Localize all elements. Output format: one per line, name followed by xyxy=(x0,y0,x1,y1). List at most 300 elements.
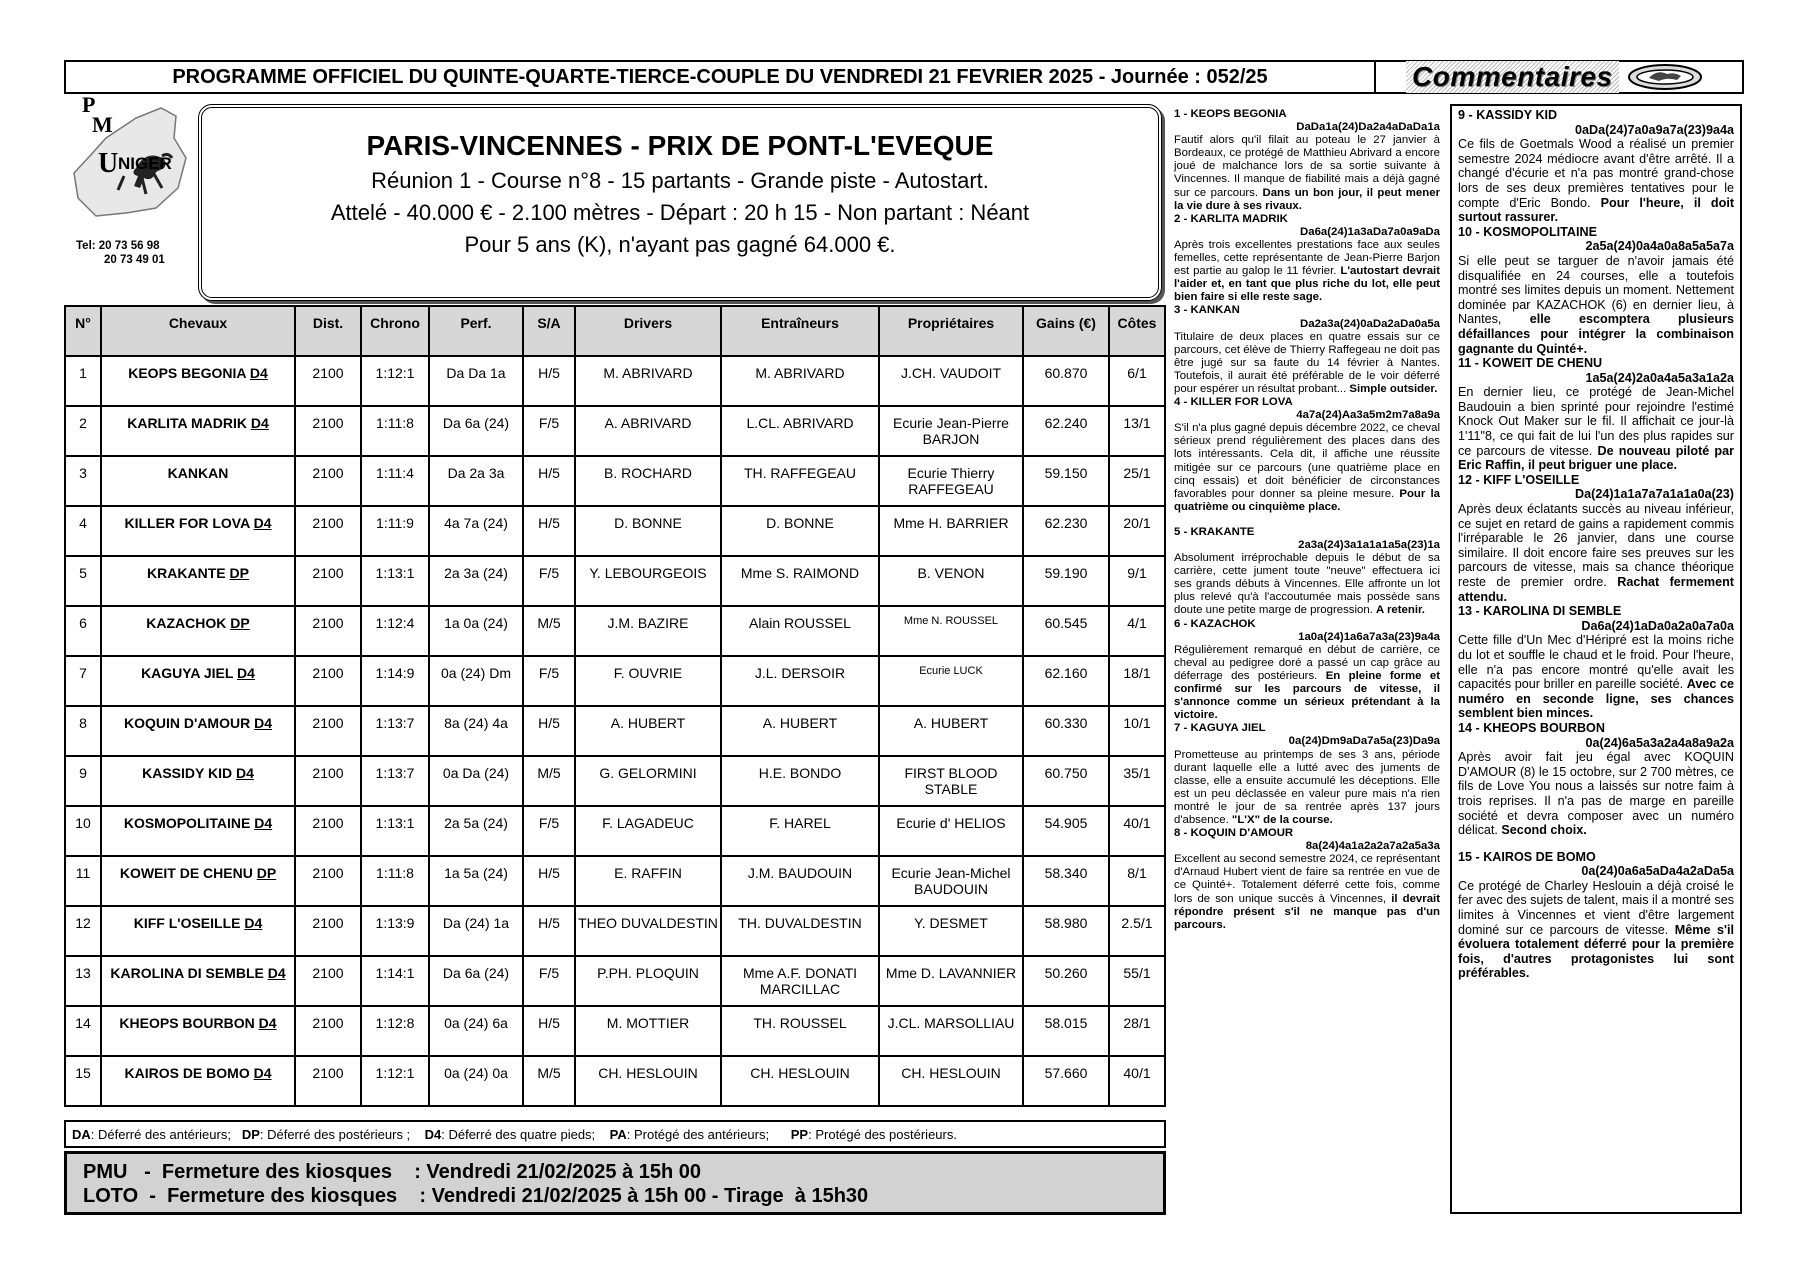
comment-verdict: A retenir. xyxy=(1376,604,1425,617)
cell-owner: A. HUBERT xyxy=(879,706,1023,756)
col-header-distance: Dist. xyxy=(295,306,361,356)
comment-music: 0a(24)0a6a5aDa4a2aDa5a xyxy=(1581,864,1734,879)
comments-column-2 xyxy=(1450,104,1742,1214)
comment-body: Titulaire de deux places en quatre essais sur ce parcours, cet élève de Thierry Raffegeau ne doit pas être jugé sur sa faute du 14 février à Nantes. Toutefois, il aurait été préférable de le voir déferré pour espérer un résultat probant... xyxy=(1174,330,1440,395)
cell-chrono: 1:13:7 xyxy=(361,706,429,756)
comment-body: Ce fils de Goetmals Wood a réalisé un premier semestre 2024 médiocre avant d'être arrêté. Il a changé d'écurie et n'a pas montré grand-chose lors de ses deux premières tentatives pour le compte d'Eric Bondo. xyxy=(1458,137,1734,210)
cell-owner: Y. DESMET xyxy=(879,906,1023,956)
comment-horse-title: 6 - KAZACHOK xyxy=(1174,617,1256,630)
table-row xyxy=(65,456,1165,506)
cell-chrono: 1:12:4 xyxy=(361,606,429,656)
legend-pp-code: PP xyxy=(790,1126,809,1142)
comment-text xyxy=(1174,749,1440,828)
cell-owner: Ecurie Jean-Michel BAUDOUIN xyxy=(879,856,1023,906)
comment-verdict: De nouveau piloté par Eric Raffin, il peut briguer une place. xyxy=(1458,443,1735,473)
comment-horse-title: 11 - KOWEIT DE CHENU xyxy=(1458,356,1603,371)
comment-horse-title: 14 - KHEOPS BOURBON xyxy=(1458,720,1605,735)
comment-text xyxy=(1458,750,1734,838)
cell-perf: 8a (24) 4a xyxy=(429,706,523,756)
cell-perf: 0a (24) 0a xyxy=(429,1056,523,1106)
cell-horse xyxy=(101,1056,295,1106)
comment-horse-title: 5 - KRAKANTE xyxy=(1174,525,1255,538)
cell-owner: Mme H. BARRIER xyxy=(879,506,1023,556)
comment-body: Après trois excellentes prestations face aux seules femelles, cette représentante de Jean-Pierre Barjon est partie au galop le 11 février. xyxy=(1174,238,1440,278)
comment-text xyxy=(1174,644,1440,723)
cell-number: 3 xyxy=(65,456,101,506)
cell-horse xyxy=(101,756,295,806)
comment-horse-title: 4 - KILLER FOR LOVA xyxy=(1174,396,1293,409)
horse-name: KAGUYA JIEL xyxy=(141,665,234,681)
comment-music: Da6a(24)1aDa0a2a0a7a0a xyxy=(1581,618,1734,633)
shoeing-code: D4 xyxy=(253,515,272,531)
shoeing-code: DP xyxy=(230,615,250,631)
cell-perf: 1a 0a (24) xyxy=(429,606,523,656)
cell-distance: 2100 xyxy=(295,856,361,906)
cell-odds: 40/1 xyxy=(1109,1056,1165,1106)
race-title: PARIS-VINCENNES - PRIX DE PONT-L'EVEQUE xyxy=(366,130,994,161)
comment-body: Ce protégé de Charley Heslouin a déjà croisé le fer avec des sujets de talent, mais il a montré ses limites à Vincennes et vient d'être largement dominé sur ce parcours de vitesse. xyxy=(1458,878,1734,937)
cell-trainer: TH. ROUSSEL xyxy=(721,1006,879,1056)
comment-text xyxy=(1458,502,1734,604)
cell-sex-age: H/5 xyxy=(523,906,575,956)
col-header-drivers: Drivers xyxy=(575,306,721,356)
table-row xyxy=(65,606,1165,656)
cell-driver: F. LAGADEUC xyxy=(575,806,721,856)
cell-trainer: J.L. DERSOIR xyxy=(721,656,879,706)
cell-odds: 18/1 xyxy=(1109,656,1165,706)
comment-text xyxy=(1174,853,1440,932)
cell-trainer: Mme A.F. DONATI MARCILLAC xyxy=(721,956,879,1006)
comment-block xyxy=(1174,722,1440,827)
cell-perf: Da 2a 3a xyxy=(429,456,523,506)
table-row xyxy=(65,406,1165,456)
cell-trainer: F. HAREL xyxy=(721,806,879,856)
comment-horse-title: 3 - KANKAN xyxy=(1174,304,1240,317)
cell-gains: 57.660 xyxy=(1023,1056,1109,1106)
comment-horse-title: 9 - KASSIDY KID xyxy=(1458,108,1558,122)
cell-odds: 28/1 xyxy=(1109,1006,1165,1056)
comment-block xyxy=(1174,618,1440,723)
comment-body: En dernier lieu, ce protégé de Jean-Michel Baudouin a bien sprinté pour rejoindre l'estimé Knock Out Maker sur le fil. Il affichait ce jour-là 1'11"8, ce qui fait de lui l'un des plus rapides sur ce parcours de vitesse. xyxy=(1458,385,1734,458)
comment-verdict: Pour la quatrième ou cinquième place. xyxy=(1174,487,1440,513)
cell-chrono: 1:11:9 xyxy=(361,506,429,556)
cell-number: 10 xyxy=(65,806,101,856)
program-title: PROGRAMME OFFICIEL DU QUINTE-QUARTE-TIERCE-COUPLE DU VENDREDI 21 FEVRIER 2025 - Journée : 052/25 xyxy=(172,65,1268,88)
cell-perf: Da Da 1a xyxy=(429,356,523,406)
cell-gains: 54.905 xyxy=(1023,806,1109,856)
cell-driver: THEO DUVALDESTIN xyxy=(575,906,721,956)
horse-name: KAZACHOK xyxy=(146,615,227,631)
table-row xyxy=(65,506,1165,556)
cell-odds: 2.5/1 xyxy=(1109,906,1165,956)
cell-sex-age: M/5 xyxy=(523,606,575,656)
legend-d4-code: D4 xyxy=(424,1126,442,1142)
cell-owner: Ecurie LUCK xyxy=(879,656,1023,706)
cell-owner: J.CH. VAUDOIT xyxy=(879,356,1023,406)
table-header-row xyxy=(65,306,1165,356)
program-title-bar xyxy=(64,60,1376,94)
closing-times-box xyxy=(64,1151,1166,1215)
table-row xyxy=(65,1056,1165,1106)
cell-trainer: TH. RAFFEGEAU xyxy=(721,456,879,506)
comment-body: Prometteuse au printemps de ses 3 ans, période durant laquelle elle a lutté avec des juments de classe, elle a ensuite accumulé les déceptions. Elle est un peu déclassée en valeur pure mais n'a rien montré le jour de sa rentrée après 137 jours d'absence. xyxy=(1174,748,1440,826)
cell-number: 6 xyxy=(65,606,101,656)
cell-trainer: D. BONNE xyxy=(721,506,879,556)
comment-verdict: Pour l'heure, il doit surtout rassurer. xyxy=(1458,195,1735,225)
cell-sex-age: H/5 xyxy=(523,1006,575,1056)
cell-odds: 55/1 xyxy=(1109,956,1165,1006)
cell-horse xyxy=(101,706,295,756)
cell-odds: 20/1 xyxy=(1109,506,1165,556)
cell-distance: 2100 xyxy=(295,406,361,456)
comment-horse-title: 2 - KARLITA MADRIK xyxy=(1174,212,1288,225)
cell-owner: CH. HESLOUIN xyxy=(879,1056,1023,1106)
cell-owner: Ecurie d' HELIOS xyxy=(879,806,1023,856)
shoeing-code: D4 xyxy=(254,715,272,731)
cell-chrono: 1:13:1 xyxy=(361,806,429,856)
comment-body: Fautif alors qu'il filait au poteau le 27 janvier à Bordeaux, ce protégé de Matthieu Abrivard a encore joué de malchance lors de sa sortie suivante à Vincennes. Il manque de fiabilité mais a déjà gagné sur ce parcours. xyxy=(1174,134,1440,199)
shoeing-code: D4 xyxy=(244,915,263,931)
table-row xyxy=(65,856,1165,906)
comment-text xyxy=(1458,385,1734,473)
cell-chrono: 1:12:1 xyxy=(361,356,429,406)
cell-gains: 60.750 xyxy=(1023,756,1109,806)
col-header-number: N° xyxy=(65,306,101,356)
cell-odds: 8/1 xyxy=(1109,856,1165,906)
cell-owner: Ecurie Thierry RAFFEGEAU xyxy=(879,456,1023,506)
cell-horse xyxy=(101,1006,295,1056)
cell-trainer: A. HUBERT xyxy=(721,706,879,756)
cell-perf: Da (24) 1a xyxy=(429,906,523,956)
cell-number: 2 xyxy=(65,406,101,456)
col-header-owners: Propriétaires xyxy=(879,306,1023,356)
cell-distance: 2100 xyxy=(295,756,361,806)
legend-dp-text: : Déferré des postérieurs ; xyxy=(259,1126,411,1142)
comment-music: Da6a(24)1a3aDa7a0a9aDa xyxy=(1300,225,1440,238)
cell-odds: 10/1 xyxy=(1109,706,1165,756)
comment-music: 0a(24)6a5a3a2a4a8a9a2a xyxy=(1585,735,1734,750)
cell-chrono: 1:11:8 xyxy=(361,856,429,906)
cell-sex-age: F/5 xyxy=(523,806,575,856)
cell-horse xyxy=(101,806,295,856)
cell-chrono: 1:13:9 xyxy=(361,906,429,956)
cell-perf: Da 6a (24) xyxy=(429,956,523,1006)
cell-trainer: M. ABRIVARD xyxy=(721,356,879,406)
comment-music: 4a7a(24)Aa3a5m2m7a8a9a xyxy=(1296,409,1440,422)
shoeing-code: D4 xyxy=(267,965,286,981)
cell-trainer: TH. DUVALDESTIN xyxy=(721,906,879,956)
comments-header xyxy=(1374,60,1744,94)
cell-distance: 2100 xyxy=(295,556,361,606)
comment-block xyxy=(1174,213,1440,305)
cell-number: 9 xyxy=(65,756,101,806)
cell-number: 8 xyxy=(65,706,101,756)
cell-horse xyxy=(101,656,295,706)
comment-horse-title: 8 - KOQUIN D'AMOUR xyxy=(1174,827,1294,840)
comment-text xyxy=(1174,552,1440,617)
cell-owner: B. VENON xyxy=(879,556,1023,606)
cell-distance: 2100 xyxy=(295,656,361,706)
comment-block xyxy=(1458,225,1734,356)
comment-music: 1a5a(24)2a0a4a5a3a1a2a xyxy=(1585,370,1734,385)
comment-verdict: L'autostart devrait l'aider et, en tant que plus riche du lot, elle peut bien faire si elle reste sage. xyxy=(1174,265,1441,304)
horse-name: KARLITA MADRIK xyxy=(127,415,247,431)
shoeing-code: D4 xyxy=(258,1015,277,1031)
cell-sex-age: H/5 xyxy=(523,456,575,506)
cell-chrono: 1:12:8 xyxy=(361,1006,429,1056)
comment-block xyxy=(1174,304,1440,396)
cell-horse xyxy=(101,456,295,506)
col-header-chrono: Chrono xyxy=(361,306,429,356)
cell-chrono: 1:11:8 xyxy=(361,406,429,456)
horse-name: KHEOPS BOURBON xyxy=(119,1015,255,1031)
cell-chrono: 1:11:4 xyxy=(361,456,429,506)
horse-name: KANKAN xyxy=(167,465,229,481)
cell-number: 4 xyxy=(65,506,101,556)
cell-distance: 2100 xyxy=(295,806,361,856)
comment-block xyxy=(1174,526,1440,618)
cell-sex-age: M/5 xyxy=(523,756,575,806)
cell-gains: 59.190 xyxy=(1023,556,1109,606)
comment-text xyxy=(1458,633,1734,721)
comment-verdict: Rachat fermement attendu. xyxy=(1458,575,1735,604)
comment-verdict: "L'X" de la course. xyxy=(1231,813,1333,826)
comment-music: 2a5a(24)0a4a0a8a5a5a7a xyxy=(1585,239,1734,254)
cell-owner: Mme D. LAVANNIER xyxy=(879,956,1023,1006)
cell-driver: P.PH. PLOQUIN xyxy=(575,956,721,1006)
cell-horse xyxy=(101,606,295,656)
horse-name: KOQUIN D'AMOUR xyxy=(123,715,251,731)
horse-name: KILLER FOR LOVA xyxy=(124,515,250,531)
cell-odds: 40/1 xyxy=(1109,806,1165,856)
cell-trainer: H.E. BONDO xyxy=(721,756,879,806)
cell-horse xyxy=(101,406,295,456)
cell-number: 7 xyxy=(65,656,101,706)
comment-verdict: Même s'il évoluera totalement déferré pour la première fois, d'autres protagonistes lui sont préférables. xyxy=(1458,922,1734,981)
logo-letter-m: M xyxy=(92,112,113,137)
cell-distance: 2100 xyxy=(295,456,361,506)
closing-line-pmu: PMU - Fermeture des kiosques : Vendredi 21/02/2025 à 15h 00 xyxy=(83,1161,702,1183)
horse-name: KOSMOPOLITAINE xyxy=(123,815,251,831)
cell-driver: A. HUBERT xyxy=(575,706,721,756)
col-header-perf: Perf. xyxy=(429,306,523,356)
race-line-2: Attelé - 40.000 € - 2.100 mètres - Départ : 20 h 15 - Non partant : Néant xyxy=(330,200,1030,225)
shoeing-code: DP xyxy=(229,565,249,581)
comment-text xyxy=(1174,239,1440,304)
cell-distance: 2100 xyxy=(295,956,361,1006)
cell-sex-age: F/5 xyxy=(523,556,575,606)
cell-number: 1 xyxy=(65,356,101,406)
cell-sex-age: H/5 xyxy=(523,356,575,406)
shoeing-code: D4 xyxy=(254,815,273,831)
race-info-box xyxy=(198,104,1162,301)
cell-horse xyxy=(101,506,295,556)
cell-driver: J.M. BAZIRE xyxy=(575,606,721,656)
cell-distance: 2100 xyxy=(295,706,361,756)
tel-line-1: Tel: 20 73 56 98 xyxy=(76,240,160,252)
cell-driver: Y. LEBOURGEOIS xyxy=(575,556,721,606)
cell-gains: 62.240 xyxy=(1023,406,1109,456)
cell-sex-age: H/5 xyxy=(523,706,575,756)
cell-odds: 13/1 xyxy=(1109,406,1165,456)
cell-horse xyxy=(101,856,295,906)
race-line-3: Pour 5 ans (K), n'ayant pas gagné 64.000 €. xyxy=(464,232,896,257)
cell-driver: D. BONNE xyxy=(575,506,721,556)
horse-oval-logo-icon xyxy=(1627,63,1703,91)
cell-driver: A. ABRIVARD xyxy=(575,406,721,456)
table-row xyxy=(65,556,1165,606)
cell-driver: G. GELORMINI xyxy=(575,756,721,806)
comment-verdict: Dans un bon jour, il peut mener la vie dure à ses rivaux. xyxy=(1174,186,1440,212)
cell-distance: 2100 xyxy=(295,606,361,656)
cell-perf: 2a 3a (24) xyxy=(429,556,523,606)
horse-name: KAROLINA DI SEMBLE xyxy=(110,965,264,981)
comment-body: Excellent au second semestre 2024, ce représentant d'Arnaud Hubert vient de faire sa rentrée en vue de ce Quinté+. Totalement déferré cette fois, comme lors de son unique succès à Vincennes, xyxy=(1174,853,1440,905)
legend-pp-text: : Protégé des postérieurs. xyxy=(808,1126,957,1142)
cell-chrono: 1:14:9 xyxy=(361,656,429,706)
comment-music: 8a(24)4a1a2a2a7a2a5a3a xyxy=(1305,840,1440,853)
table-row xyxy=(65,656,1165,706)
comment-music: 2a3a(24)3a1a1a1a5a(23)1a xyxy=(1298,539,1440,551)
cell-gains: 58.980 xyxy=(1023,906,1109,956)
comment-music: 0a(24)Dm9aDa7a5a(23)Da9a xyxy=(1288,735,1440,748)
cell-perf: 0a (24) 6a xyxy=(429,1006,523,1056)
cell-gains: 59.150 xyxy=(1023,456,1109,506)
cell-gains: 62.230 xyxy=(1023,506,1109,556)
cell-odds: 4/1 xyxy=(1109,606,1165,656)
cell-owner: Mme N. ROUSSEL xyxy=(879,606,1023,656)
legend-pa-text: : Protégé des antérieurs; xyxy=(626,1126,770,1142)
cell-trainer: CH. HESLOUIN xyxy=(721,1056,879,1106)
legend-da-text: : Déferré des antérieurs; xyxy=(90,1126,231,1142)
cell-owner: FIRST BLOOD STABLE xyxy=(879,756,1023,806)
table-row xyxy=(65,1006,1165,1056)
cell-chrono: 1:13:7 xyxy=(361,756,429,806)
comment-music: Da2a3a(24)0aDa2aDa0a5a xyxy=(1300,317,1440,330)
cell-gains: 58.340 xyxy=(1023,856,1109,906)
horse-name: KIFF L'OSEILLE xyxy=(133,915,241,931)
table-row xyxy=(65,956,1165,1006)
race-line-1: Réunion 1 - Course n°8 - 15 partants - Grande piste - Autostart. xyxy=(371,168,989,193)
logo-letter-p: P xyxy=(82,92,96,117)
cell-odds: 6/1 xyxy=(1109,356,1165,406)
cell-odds: 35/1 xyxy=(1109,756,1165,806)
cell-perf: 2a 5a (24) xyxy=(429,806,523,856)
cell-horse xyxy=(101,956,295,1006)
cell-chrono: 1:13:1 xyxy=(361,556,429,606)
col-header-sex-age: S/A xyxy=(523,306,575,356)
comment-music: DaDa1a(24)Da2a4aDaDa1a xyxy=(1296,121,1440,134)
shoeing-code: D4 xyxy=(249,365,268,381)
comment-horse-title: 7 - KAGUYA JIEL xyxy=(1174,722,1266,735)
logo-letter-u: U xyxy=(98,148,119,179)
comment-verdict: En pleine forme et confirmé sur les parcours de vitesse, il s'annonce comme un sérieux prétendant à la victoire. xyxy=(1174,669,1440,722)
cell-gains: 60.545 xyxy=(1023,606,1109,656)
cell-distance: 2100 xyxy=(295,1006,361,1056)
comment-text xyxy=(1458,137,1734,225)
cell-perf: Da 6a (24) xyxy=(429,406,523,456)
cell-chrono: 1:14:1 xyxy=(361,956,429,1006)
comment-block xyxy=(1458,108,1734,225)
horse-name: KOWEIT DE CHENU xyxy=(119,865,253,881)
shoeing-legend xyxy=(64,1120,1166,1148)
comment-text xyxy=(1458,254,1734,356)
runners-table xyxy=(64,305,1166,1107)
cell-perf: 0a Da (24) xyxy=(429,756,523,806)
cell-sex-age: F/5 xyxy=(523,406,575,456)
comment-horse-title: 1 - KEOPS BEGONIA xyxy=(1174,108,1287,120)
comments-title: Commentaires xyxy=(1406,61,1619,93)
cell-driver: M. ABRIVARD xyxy=(575,356,721,406)
comment-body: Cette fille d'Un Mec d'Héripré est la moins riche du lot et souffle le chaud et le froid. Pour l'heure, elle n'a pas encore montré qu'elle avait les capacités pour briller en pareille société. xyxy=(1458,633,1734,692)
comment-text xyxy=(1174,134,1440,213)
horse-name: KAIROS DE BOMO xyxy=(124,1065,250,1081)
table-row xyxy=(65,356,1165,406)
comment-text xyxy=(1174,422,1440,514)
table-row xyxy=(65,806,1165,856)
tel-line-2: 20 73 49 01 xyxy=(104,254,165,266)
cell-number: 13 xyxy=(65,956,101,1006)
legend-pa-code: PA xyxy=(609,1126,627,1142)
shoeing-code: D4 xyxy=(237,665,255,681)
cell-sex-age: F/5 xyxy=(523,656,575,706)
comment-block xyxy=(1458,604,1734,721)
cell-odds: 25/1 xyxy=(1109,456,1165,506)
comment-music: 1a0a(24)1a6a7a3a(23)9a4a xyxy=(1298,630,1440,643)
col-header-gains: Gains (€) xyxy=(1023,306,1109,356)
comment-block xyxy=(1174,108,1440,213)
comment-body: Après deux éclatants succès au niveau inférieur, ce sujet en retard de gains a rapidement commis l'irréparable le 26 janvier, dans une course similaire. Il doit encore faire ses preuves sur les parcours de vitesse, mais sa chance théorique reste de premier ordre. xyxy=(1458,502,1734,589)
cell-trainer: Mme S. RAIMOND xyxy=(721,556,879,606)
cell-owner: J.CL. MARSOLLIAU xyxy=(879,1006,1023,1056)
cell-perf: 0a (24) Dm xyxy=(429,656,523,706)
cell-number: 15 xyxy=(65,1056,101,1106)
comment-body: Régulièrement remarqué en début de carrière, ce cheval au pedigree doré a passé un cap grâce au déferrage des postérieurs. xyxy=(1174,643,1440,682)
closing-line-loto: LOTO - Fermeture des kiosques : Vendredi 21/02/2025 à 15h 00 - Tirage à 15h30 xyxy=(83,1185,869,1207)
comment-verdict: elle escomptera plusieurs défaillances pour intégrer la combinaison gagnante du Quinté+. xyxy=(1458,312,1734,356)
cell-chrono: 1:12:1 xyxy=(361,1056,429,1106)
shoeing-code: DP xyxy=(256,865,277,881)
comment-block xyxy=(1458,850,1734,981)
cell-gains: 60.330 xyxy=(1023,706,1109,756)
comment-horse-title: 10 - KOSMOPOLITAINE xyxy=(1458,224,1598,239)
cell-gains: 50.260 xyxy=(1023,956,1109,1006)
cell-owner: Ecurie Jean-Pierre BARJON xyxy=(879,406,1023,456)
comment-verdict: Second choix. xyxy=(1501,823,1587,838)
cell-sex-age: H/5 xyxy=(523,856,575,906)
comment-block xyxy=(1458,721,1734,838)
shoeing-code: D4 xyxy=(235,765,254,781)
comment-verdict: Simple outsider. xyxy=(1349,382,1438,395)
table-row xyxy=(65,906,1165,956)
cell-odds: 9/1 xyxy=(1109,556,1165,606)
cell-driver: CH. HESLOUIN xyxy=(575,1056,721,1106)
cell-number: 11 xyxy=(65,856,101,906)
shoeing-code: D4 xyxy=(253,1065,272,1081)
horse-name: KEOPS BEGONIA xyxy=(128,365,246,381)
table-row xyxy=(65,756,1165,806)
cell-perf: 4a 7a (24) xyxy=(429,506,523,556)
telephone-block xyxy=(76,239,165,267)
cell-number: 14 xyxy=(65,1006,101,1056)
cell-driver: F. OUVRIE xyxy=(575,656,721,706)
comment-body: Si elle peut se targuer de n'avoir jamais été disqualifiée en 24 courses, elle a toutefois montré ses limites depuis un moment. Nettement dominée par KAZACHOK (6) en dernier lieu, à Nantes, xyxy=(1458,253,1734,327)
cell-sex-age: H/5 xyxy=(523,506,575,556)
comment-block xyxy=(1174,827,1440,932)
cell-distance: 2100 xyxy=(295,1056,361,1106)
comment-body: Après avoir fait jeu égal avec KOQUIN D'AMOUR (8) le 15 octobre, sur 2 700 mètres, ce fils de Love You nous a laissés sur notre faim à trois reprises. Il n'a pas de marge en pareille société et devra composer avec un numéro délicat. xyxy=(1458,750,1734,838)
cell-gains: 58.015 xyxy=(1023,1006,1109,1056)
